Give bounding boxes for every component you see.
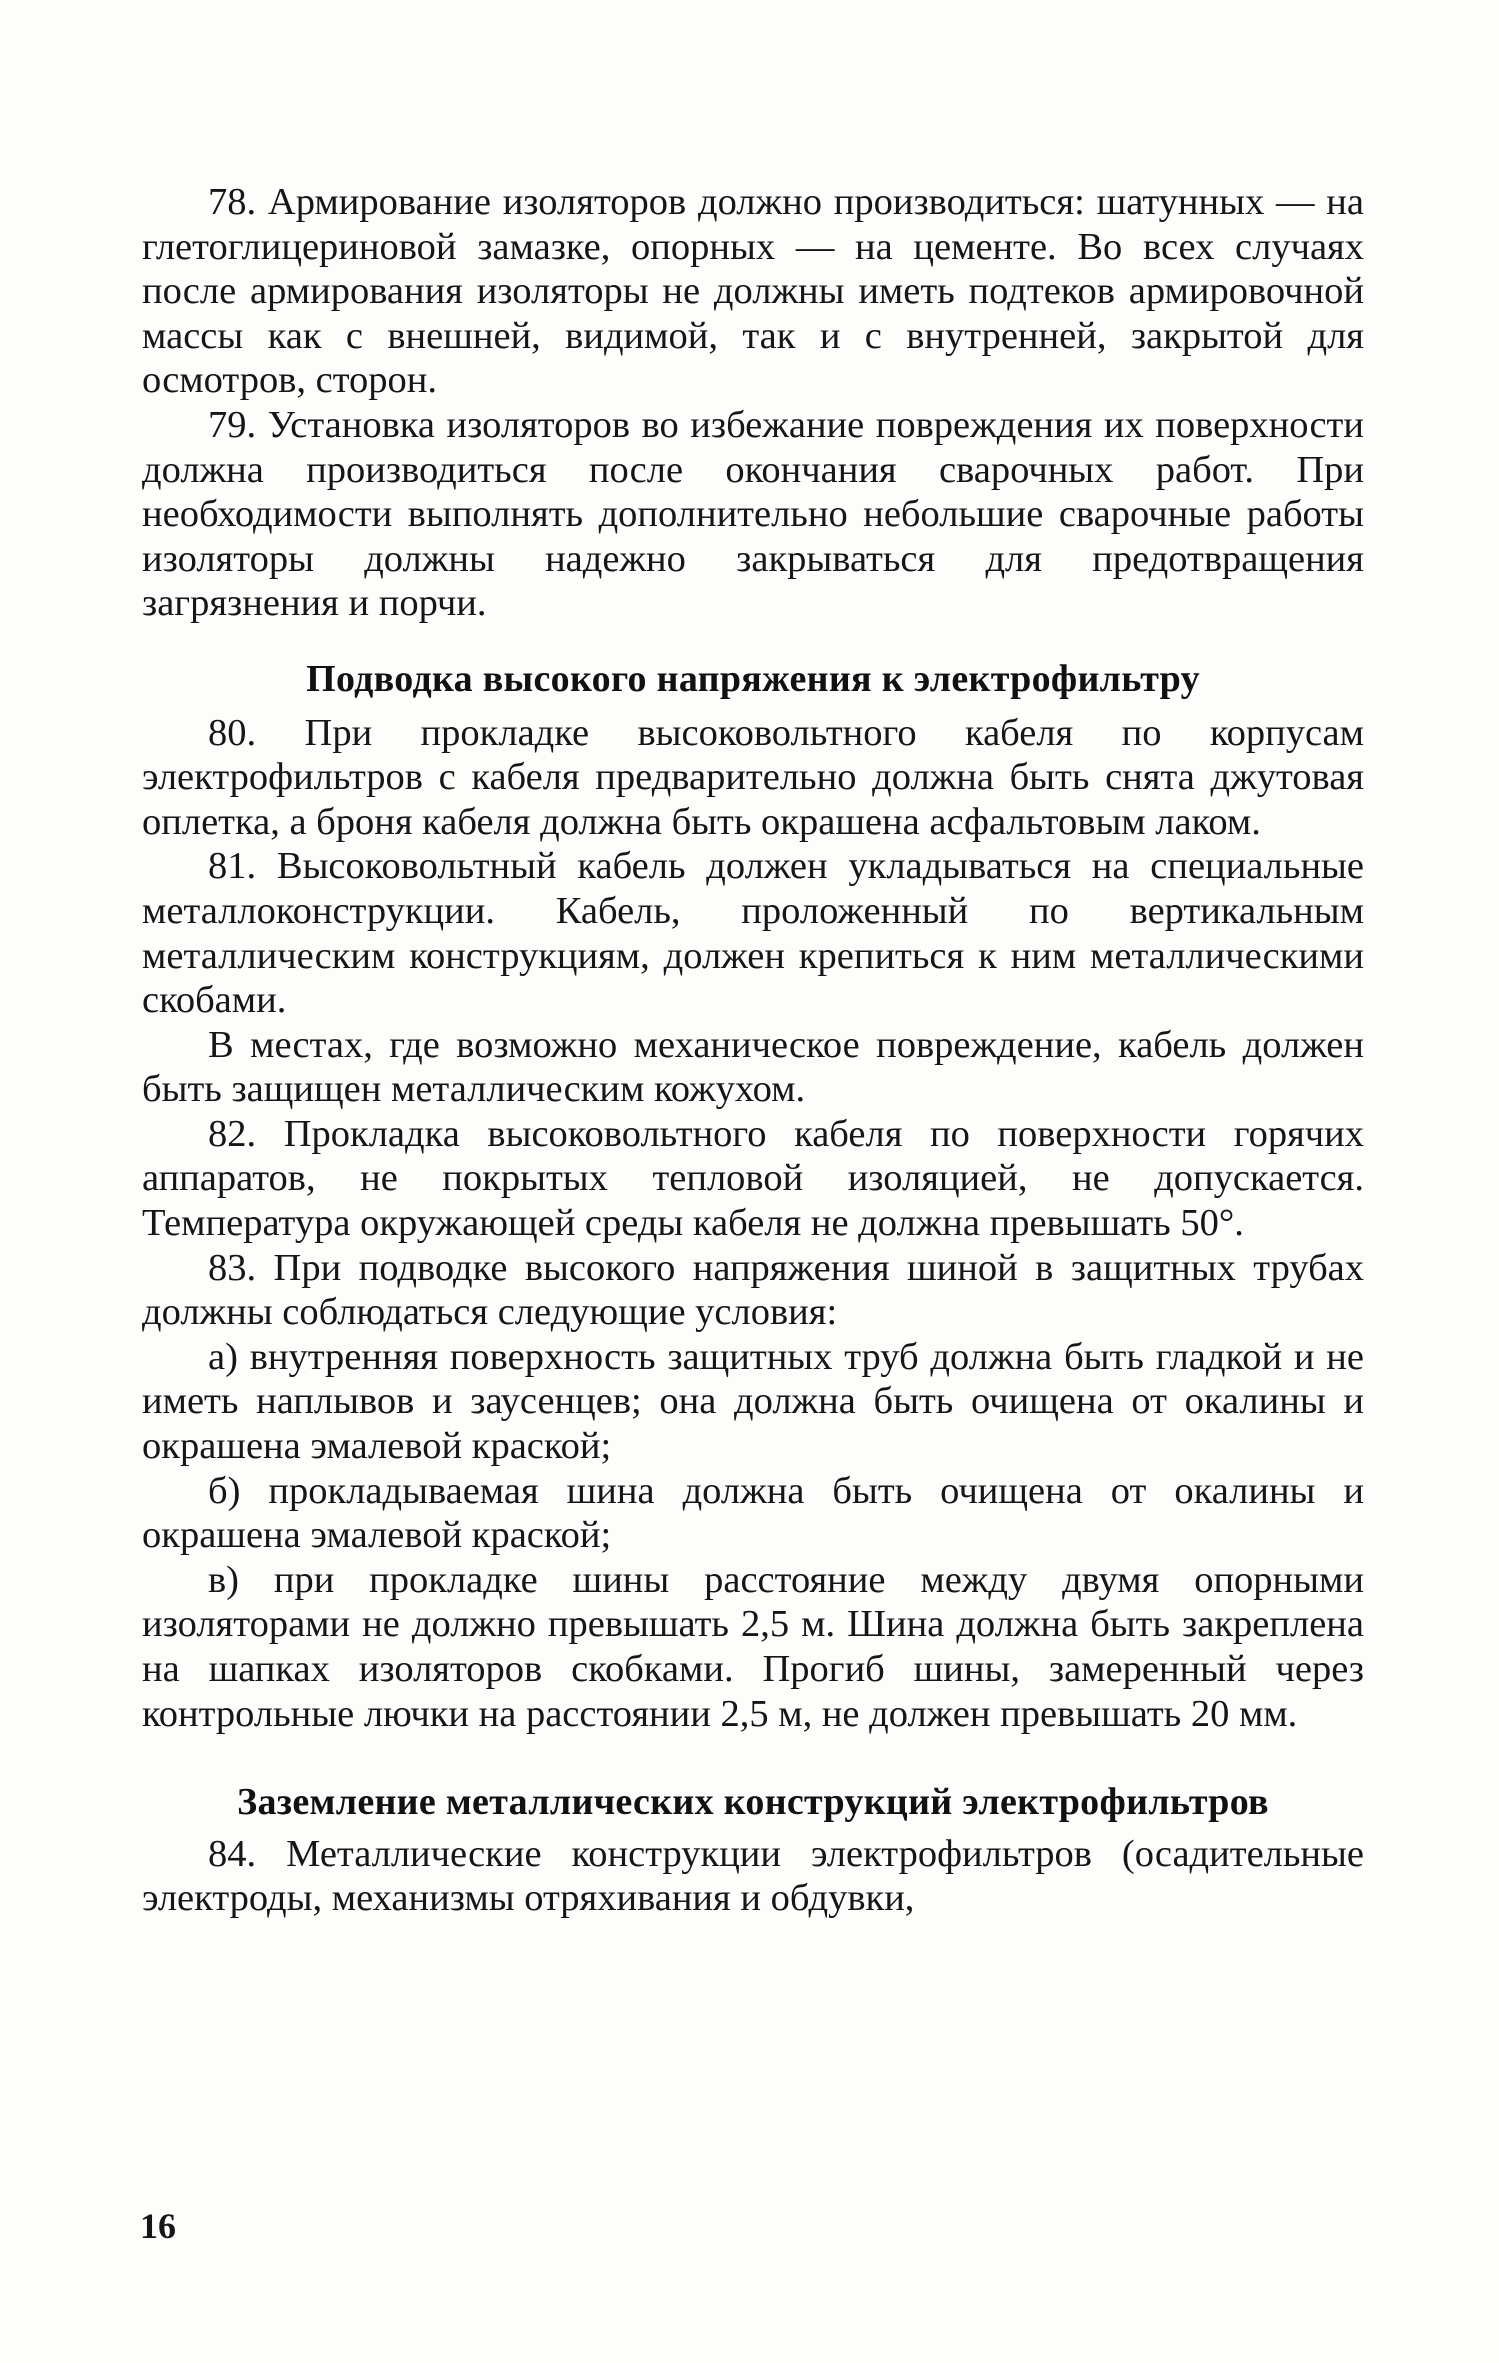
paragraph-83-item-b: б) прокладываемая шина должна быть очищена от окалины и окрашена эмалевой краской;: [142, 1469, 1364, 1557]
paragraph-79: 79. Установка изоляторов во избежание повреждения их поверхности должна производиться после окончания сварочных работ. При необходимости выполнять дополнительно небольшие сварочные работы изоляторы должны надежно закрываться для предотвращения загрязнения и порчи.: [142, 403, 1364, 625]
section-heading-high-voltage: Подводка высокого напряжения к электрофильтру: [306, 657, 1200, 700]
paragraph-83: 83. При подводке высокого напряжения шиной в защитных трубах должны соблюдаться следующие условия:: [142, 1246, 1364, 1334]
paragraph-78: 78. Армирование изоляторов должно производиться: шатунных — на глетоглицериновой замазке, опорных — на цементе. Во всех случаях после армирования изоляторы не должны иметь подтеков армировочной массы как с внешней, видимой, так и с внутренней, закрытой для осмотров, сторон.: [142, 181, 1364, 402]
paragraph-80: 80. При прокладке высоковольтного кабеля по корпусам электрофильтров с кабеля предварительно должна быть снята джутовая оплетка, а броня кабеля должна быть окрашена асфальтовым лаком.: [142, 711, 1364, 843]
page-text: [142, 180, 1364, 1921]
paragraph-83-item-a: а) внутренняя поверхность защитных труб должна быть гладкой и не иметь наплывов и заусенцев; она должна быть очищена от окалины и окрашена эмалевой краской;: [142, 1335, 1364, 1468]
section-heading-grounding: Заземление металлических конструкций электрофильтров: [237, 1781, 1269, 1824]
paragraph-81: 81. Высоковольтный кабель должен укладываться на специальные металлоконструкции. Кабель, проложенный по вертикальным металлическим конструкциям, должен крепиться к ним металлическими скобами.: [142, 845, 1364, 1022]
paragraph-83-item-c: в) при прокладке шины расстояние между двумя опорными изоляторами не должно превышать 2,5 м. Шина должна быть закреплена на шапках изоляторов скобками. Прогиб шины, замеренный через контрольные лючки на расстоянии 2,5 м, не должен превышать 20 мм.: [142, 1558, 1364, 1735]
page-number: 16: [140, 2206, 176, 2246]
paragraph-81-continued: В местах, где возможно механическое повреждение, кабель должен быть защищен металлическим кожухом.: [142, 1023, 1364, 1111]
paragraph-84: 84. Металлические конструкции электрофильтров (осадительные электроды, механизмы отряхивания и обдувки,: [142, 1832, 1364, 1920]
paragraph-82: 82. Прокладка высоковольтного кабеля по поверхности горячих аппаратов, не покрытых тепловой изоляцией, не допускается. Температура окружающей среды кабеля не должна превышать 50°.: [142, 1112, 1364, 1245]
